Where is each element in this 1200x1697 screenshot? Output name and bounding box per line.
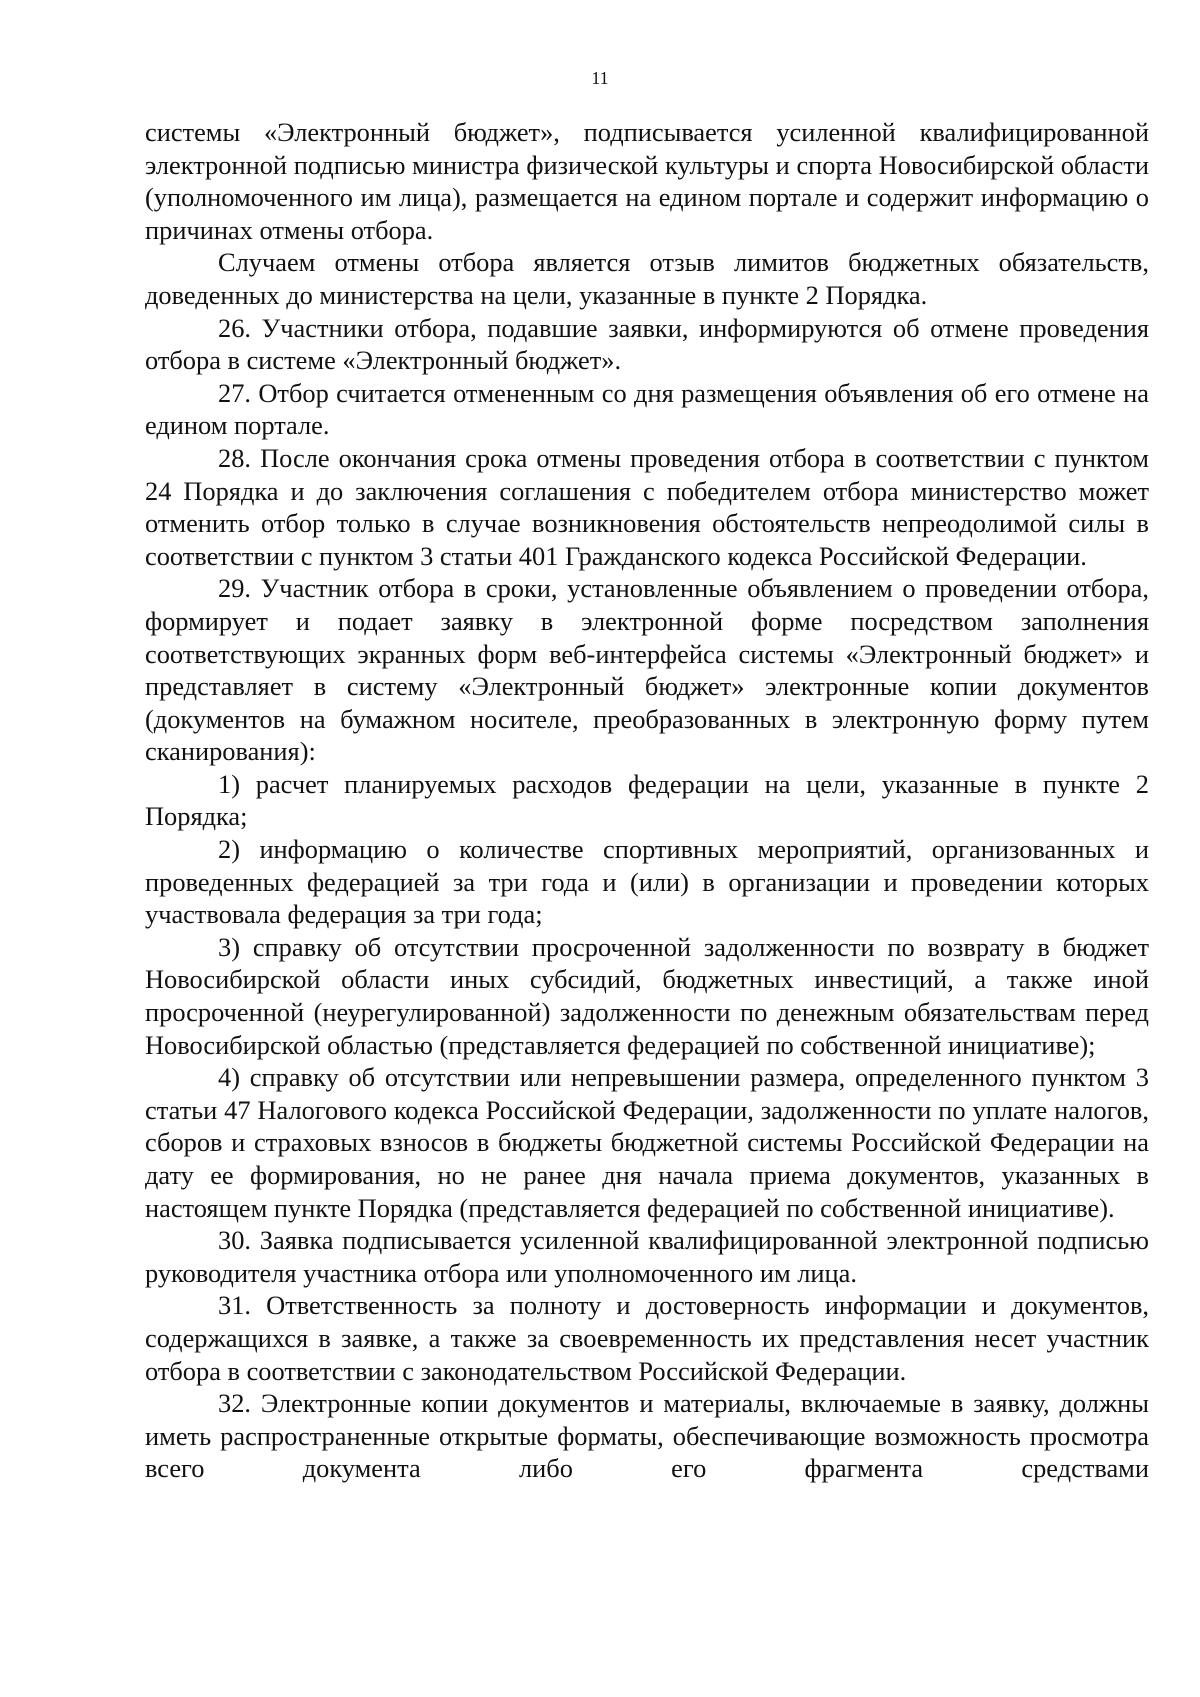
paragraph-item-26: 26. Участники отбора, подавшие заявки, информируются об отмене проведения отбора в системе «Электронный бюджет».: [145, 312, 1149, 376]
subitem-4: 4) справку об отсутствии или непревышении размера, определенного пунктом 3 статьи 47 Налогового кодекса Российской Федерации, задолженности по уплате налогов, сборов и страховых взносов в бюджеты бюджетной системы Российской Федерации на дату ее формирования, но не ранее дня начала приема документов, указанных в настоящем пункте Порядка (представляется федерацией по собственной инициативе).: [145, 1062, 1149, 1223]
paragraph-item-31: 31. Ответственность за полноту и достоверность информации и документов, содержащихся в заявке, а также за своевременность их представления несет участник отбора в соответствии с законодательством Российской Федерации.: [145, 1290, 1149, 1386]
subitem-3: 3) справку об отсутствии просроченной задолженности по возврату в бюджет Новосибирской области иных субсидий, бюджетных инвестиций, а также иной просроченной (неурегулированной) задолженности по денежным обязательствам перед Новосибирской областью (представляется федерацией по собственной инициативе);: [145, 931, 1149, 1060]
paragraph-cancellation-case: Случаем отмены отбора является отзыв лимитов бюджетных обязательств, доведенных до министерства на цели, указанные в пункте 2 Порядка.: [145, 247, 1149, 310]
page-number: 11: [591, 68, 609, 88]
paragraph-item-27: 27. Отбор считается отмененным со дня размещения объявления об его отмене на едином портале.: [145, 377, 1149, 441]
paragraph-item-28: 28. После окончания срока отмены проведения отбора в соответствии с пунктом 24 Порядка и до заключения соглашения с победителем отбора министерство может отменить отбор только в случае возникновения обстоятельств непреодолимой силы в соответствии с пунктом 3 статьи 401 Гражданского кодекса Российской Федерации.: [145, 442, 1149, 571]
subitem-1: 1) расчет планируемых расходов федерации на цели, указанные в пункте 2 Порядка;: [145, 768, 1149, 832]
subitem-2: 2) информацию о количестве спортивных мероприятий, организованных и проведенных федерацией за три года и (или) в организации и проведении которых участвовала федерация за три года;: [145, 834, 1149, 930]
paragraph-item-29: 29. Участник отбора в сроки, установленные объявлением о проведении отбора, формирует и подает заявку в электронной форме посредством заполнения соответствующих экранных форм веб-интерфейса системы «Электронный бюджет» и представляет в систему «Электронный бюджет» электронные копии документов (документов на бумажном носителе, преобразованных в электронную форму путем сканирования):: [145, 573, 1149, 767]
paragraph-item-30: 30. Заявка подписывается усиленной квалифицированной электронной подписью руководителя участника отбора или уполномоченного им лица.: [145, 1225, 1149, 1288]
document-body: [145, 116, 1149, 1485]
paragraph-item-32: 32. Электронные копии документов и материалы, включаемые в заявку, должны иметь распространенные открытые форматы, обеспечивающие возможность просмотра всего документа либо его фрагмента средствами: [145, 1388, 1149, 1484]
paragraph-continuation: системы «Электронный бюджет», подписывается усиленной квалифицированной электронной подписью министра физической культуры и спорта Новосибирской области (уполномоченного им лица), размещается на едином портале и содержит информацию о причинах отмены отбора.: [145, 117, 1149, 245]
